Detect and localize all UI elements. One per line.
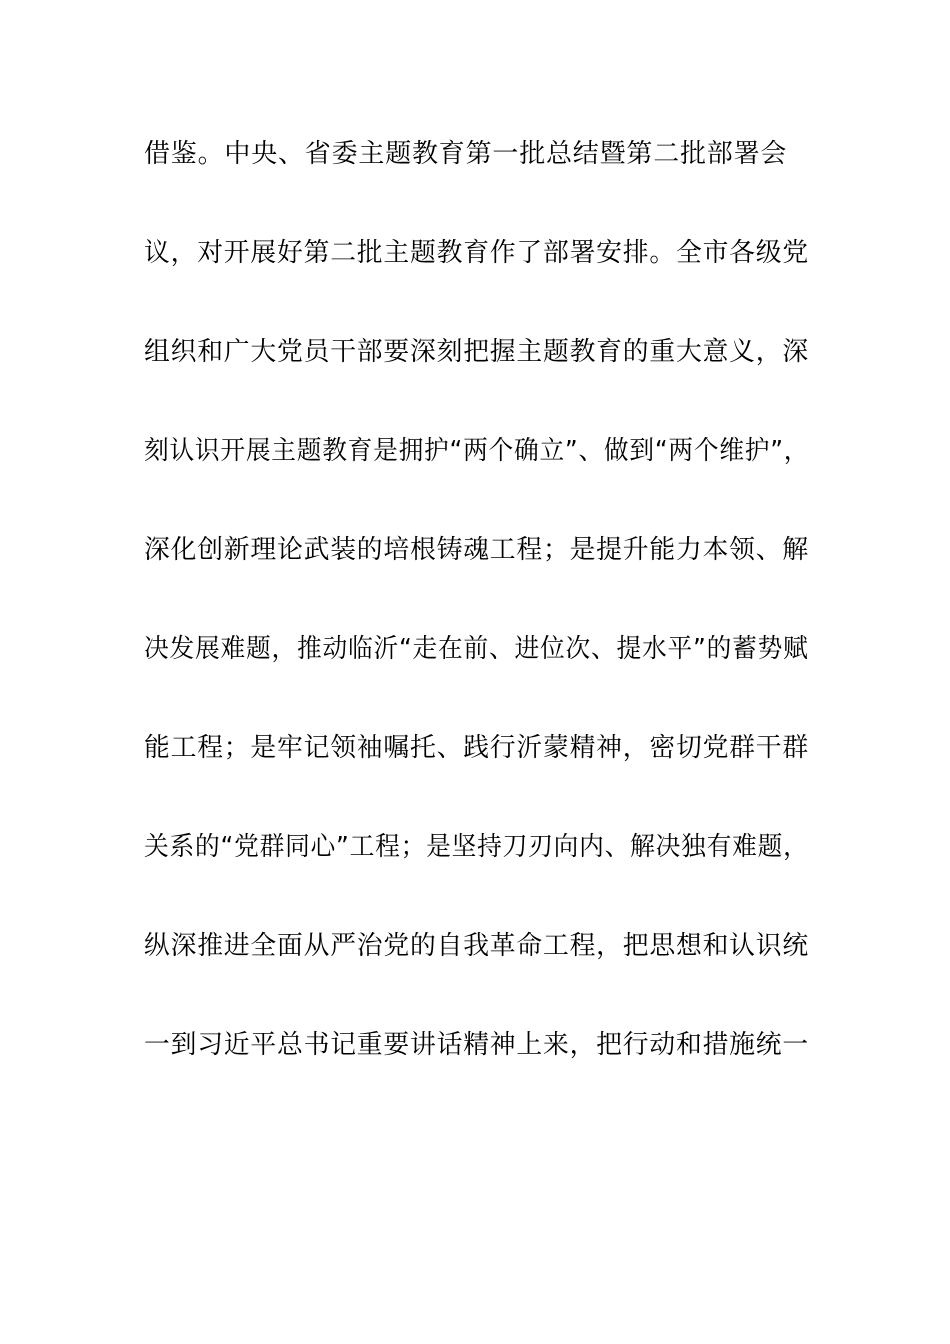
text-line: 刻认识开展主题教育是拥护“两个确立”、做到“两个维护”， [144, 436, 810, 466]
text-line: 议，对开展好第二批主题教育作了部署安排。全市各级党 [144, 238, 809, 268]
text-line: 深化创新理论武装的培根铸魂工程；是提升能力本领、解 [144, 535, 809, 565]
text-line: 一到习近平总书记重要讲话精神上来，把行动和措施统一 [144, 1030, 809, 1060]
text-line: 决发展难题，推动临沂“走在前、进位次、提水平”的蓄势赋 [144, 634, 809, 664]
text-line: 纵深推进全面从严治党的自我革命工程，把思想和认识统 [144, 931, 809, 961]
text-line: 组织和广大党员干部要深刻把握主题教育的重大意义，深 [144, 337, 809, 367]
text-line: 借鉴。中央、省委主题教育第一批总结暨第二批部署会 [144, 139, 788, 169]
body-text [144, 129, 809, 1119]
text-line: 关系的“党群同心”工程；是坚持刀刃向内、解决独有难题， [144, 832, 809, 862]
text-line: 能工程；是牢记领袖嘱托、践行沂蒙精神，密切党群干群 [144, 733, 809, 763]
